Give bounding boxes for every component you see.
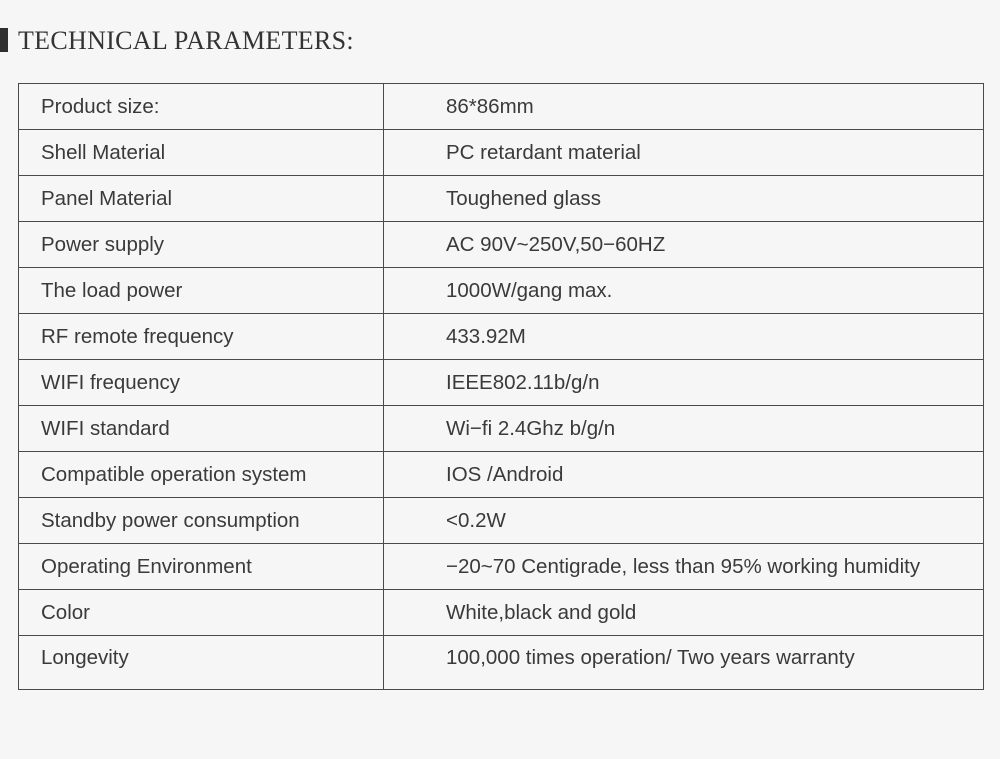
parameter-label: Shell Material [19, 130, 384, 176]
table-row [19, 314, 984, 360]
table-row [19, 636, 984, 690]
parameters-table [18, 83, 984, 690]
parameter-value: IOS /Android [384, 452, 984, 498]
parameter-value: 1000W/gang max. [384, 268, 984, 314]
table-row [19, 406, 984, 452]
parameter-value: White,black and gold [384, 590, 984, 636]
parameter-value: Wi−fi 2.4Ghz b/g/n [384, 406, 984, 452]
table-row [19, 84, 984, 130]
parameter-value: 100,000 times operation/ Two years warranty [384, 636, 984, 690]
parameter-label: The load power [19, 268, 384, 314]
parameter-label: WIFI frequency [19, 360, 384, 406]
table-row [19, 498, 984, 544]
table-row [19, 222, 984, 268]
table-row [19, 452, 984, 498]
table-row [19, 130, 984, 176]
parameter-label: Power supply [19, 222, 384, 268]
parameter-value: −20~70 Centigrade, less than 95% working humidity [384, 544, 984, 590]
parameter-value: <0.2W [384, 498, 984, 544]
parameter-label: Operating Environment [19, 544, 384, 590]
table-row [19, 268, 984, 314]
parameter-label: Standby power consumption [19, 498, 384, 544]
page-title: TECHNICAL PARAMETERS: [18, 26, 354, 55]
parameter-label: Compatible operation system [19, 452, 384, 498]
parameter-label: Color [19, 590, 384, 636]
parameter-label: Longevity [19, 636, 384, 690]
section-marker [0, 28, 8, 52]
parameter-label: Panel Material [19, 176, 384, 222]
parameter-label: RF remote frequency [19, 314, 384, 360]
parameter-value: Toughened glass [384, 176, 984, 222]
parameter-value: AC 90V~250V,50−60HZ [384, 222, 984, 268]
table-row [19, 176, 984, 222]
table-row [19, 590, 984, 636]
parameter-label: WIFI standard [19, 406, 384, 452]
parameter-label: Product size: [19, 84, 384, 130]
table-row [19, 360, 984, 406]
parameter-value: 433.92M [384, 314, 984, 360]
parameter-value: IEEE802.11b/g/n [384, 360, 984, 406]
parameter-value: PC retardant material [384, 130, 984, 176]
parameter-value: 86*86mm [384, 84, 984, 130]
table-row [19, 544, 984, 590]
